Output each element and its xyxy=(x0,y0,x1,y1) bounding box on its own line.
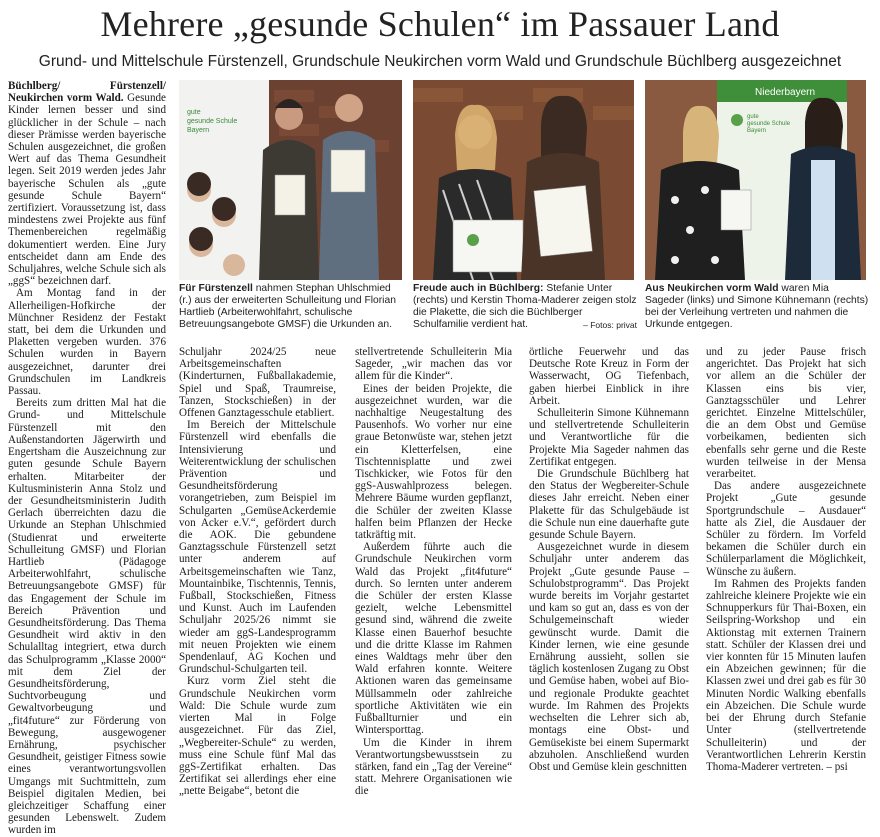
text-column-1 xyxy=(8,80,166,837)
caption-text: waren Mia Sageder (links) und Simone Kühnemann (rechts) bei der Verleihung vertreten und nahmen die Urkunde entgegen. xyxy=(645,283,869,330)
paragraph: Eines der beiden Projekte, die ausgezeichnet wurden, war die nachhaltige Neugestaltung des Pausenhofs. Wo vorher nur eine graue Betonwüste war, stehen jetzt ein Kletterfelsen, eine Tischtennisplatte und zwei Tischkicker, wie Fotos für den ggS-Auswahlprozess belegen. Mehrere Bäume wurden gepflanzt, die Schüler der zweiten Klasse halfen beim Pflanzen der Hecke tatkräftig mit. xyxy=(355,382,512,542)
paragraph: örtliche Feuerwehr und das Deutsche Rote Kreuz in Form der Wasserwacht, OG Tiefenbach, gaben hierbei Einblick in ihre Arbeit. xyxy=(529,346,689,407)
photo-credit: – Fotos: privat xyxy=(583,320,637,330)
caption-lead: Für Fürstenzell xyxy=(179,283,253,294)
photo-caption-3 xyxy=(645,283,869,331)
svg-text:Bayern: Bayern xyxy=(747,128,767,134)
paragraph xyxy=(8,80,166,287)
photo-caption-2 xyxy=(413,283,637,331)
photo-fuerstenzell xyxy=(179,80,402,280)
dateline: Büchlberg/ Fürstenzell/ Neukirchen vorm Wald. xyxy=(8,80,166,105)
paragraph: Außerdem führte auch die Grundschule Neukirchen vorm Wald das Projekt „fit4future“ durch. So lernten unter anderem die Schüler der ersten Klasse gezielt, welche Lebensmittel gesund sind, während die zweite Klasse einen Bauerhof besuchte und die dritte Klasse im Rahmen eines Waldtags mehr über den Wald erfahren konnte. Weitere Aktionen waren das gemeinsame Müllsammeln oder zahlreiche sportliche Aktivitäten wie ein Fußballturnier und ein Wintersporttag. xyxy=(355,541,512,737)
paragraph: Schulleiterin Simone Kühnemann und stellvertretende Schulleiterin und Verantwortliche für die Projekte Mia Sageder nahmen das Zertifikat entgegen. xyxy=(529,407,689,468)
text-column-2 xyxy=(179,346,336,802)
text-column-3 xyxy=(355,346,512,802)
caption-lead: Freude auch in Büchlberg: xyxy=(413,283,544,294)
paragraph: Kurz vorm Ziel steht die Grundschule Neukirchen vorm Wald: Die Schule wurde zum vierten Mal in Folge ausgezeichnet. Für das Ziel, „Wegbereiter-Schule“ zu werden, muss eine Schule fünf Mal das ggS-Zertifikat erhalten. Das Zertifikat sei allerdings eher eine „nette Beigabe“, betont die xyxy=(179,675,336,798)
text-column-4 xyxy=(529,346,689,802)
caption-lead: Aus Neukirchen vorm Wald xyxy=(645,283,779,294)
paragraph: Im Rahmen des Projekts fanden zahlreiche kleinere Projekte wie ein Schnupperkurs für Thai-Boxen, ein Seilspring-Workshop und ein Aktionstag mit externen Trainern statt. Schüler der Klassen drei und vier konnten für 15 Minuten laufen ein Abzeichen gewinnen; für die Klassen zwei und drei gab es für 30 Minuten Nordic Walking ebenfalls ein Abzeichen. Die Schule wurde bei der Ehrung durch Stefanie Unter (stellvertretende Schulleiterin) und der Verantwortlichen Lehrerin Kerstin Thoma-Maderer vertreten. – psi xyxy=(706,577,866,773)
paragraph: Die Grundschule Büchlberg hat den Status der Wegbereiter-Schule dieses Jahr erreicht. Neben einer Plakette für das Schulgebäude ist die Schule nun eine dauerhafte gute gesunde Schule Bayern. xyxy=(529,468,689,542)
paragraph: Im Bereich der Mittelschule Fürstenzell wird ebenfalls die Intensivierung und Weiterentwicklung der schulischen Prävention und Gesundheitsförderung vorangetrieben, zum Beispiel im Schulgarten „GemüseAckerdemie von Acker e.V.“, gefördert durch die AOK. Die gebundene Ganztagsschule Fürstenzell setzt unter anderem auf Arbeitsgemeinschaften wie Tanz, Mountainbike, Tischtennis, Tennis, Fußball, Stockschießen, Fitness und Kunst. Auch im Laufenden Schuljahr 2025/26 nimmt sie wieder am ggS-Landesprogramm mit neuen Projekten wie einem Spendenlauf, AG Kochen und Grundschul-Schulgarten teil. xyxy=(179,419,336,676)
paragraph: Das andere ausgezeichnete Projekt „Gute gesunde Sportgrundschule – Ausdauer“ hatte als Ziel, die Ausdauer der Schüler zu fördern. Im Vorfeld bekamen die Schüler durch ein Schülerparlament die Möglichkeit, Wünsche zu äußern. xyxy=(706,480,866,578)
article-headline: Mehrere „gesunde Schulen“ im Passauer Land xyxy=(100,4,780,44)
paragraph: stellvertretende Schulleiterin Mia Sageder, „wir machen das vor allem für die Kinder“. xyxy=(355,346,512,383)
caption-text: Stefanie Unter (rechts) und Kerstin Thoma-Maderer zeigen stolz die Plakette, die sich die Büchlberger Schulfamilie verdient hat. xyxy=(413,283,637,330)
svg-text:gesunde Schule: gesunde Schule xyxy=(747,121,791,127)
paragraph-text: Gesunde Kinder lernen besser und sind glücklicher in der Schule – nach dieser Prämisse werden bayerische Schulen ausgezeichnet, die großen Wert auf das Thema Gesundheit legen. Seit 2019 werden jedes Jahr bayerische Schulen als „gute gesunde Schule Bayern“ zertifiziert. Voraussetzung ist, dass mindestens zwei Projekte aus fünf Themenbereichen regelmäßig dokumentiert werden. Eine Jury entscheidet dann am Ende des Schuljahres, welche Schule sich als „ggS“ bezeichnen darf. xyxy=(8,92,166,288)
svg-text:Niederbayern: Niederbayern xyxy=(755,87,816,98)
paragraph: Bereits zum dritten Mal hat die Grund- und Mittelschule Fürstenzell mit den Außenstandorten Jägerwirth und Engertsham die Auszeichnung zur guten gesunde Schule Bayern erhalten. Mitarbeiter der Kultusministerin Anna Stolz und der Gesundheitsministerin Judith Gerlach überreichten dazu die Urkunde an Stephan Uhlschmied (Studienrat und erweiterte Schulleitung GMSF) und Florian Hartlieb (Pädagoge Arbeiterwohlfahrt, schulische Betreuungsangebote GMSF) für das Engagement der Schule im Bereich Prävention und Gesundheitsförderung. Das Thema Gesundheit wird aktiv in den Schulalltag integriert, etwa durch das Schulprogramm „Klasse 2000“ mit dem Ziel der Gesundheitsförderung, Suchtvorbeugung und Gewaltvorbeugung und „fit4future“ zur Förderung von Bewegung, ausgewogener Ernährung, psychischer Gesundheit, geistiger Fitness sowie eines verantwortungsvollen Umgangs mit Suchtmitteln, zum Beispiel digitalen Medien, bei gleichzeitiger Schaffung einer gesunden Lebenswelt. Zudem wurden im xyxy=(8,397,166,837)
paragraph: Ausgezeichnet wurde in diesem Schuljahr unter anderem das Projekt „Gute gesunde Pause – Schulobstprogramm“. Das Projekt wurde bereits im Vorjahr gestartet und kam so gut an, dass es von der Schulgemeinschaft wieder gewünscht wurde. Damit die Kinder lernen, wie eine gesunde Ernährung aussieht, sollen sie täglich kostenlosen Zugang zu Obst und Gemüse haben, wobei auf Bio- und regionale Produkte geachtet wurde. Im Rahmen des Projekts wechselten die Lehrer sich ab, montags eine Obst- und Gemüsekiste bei einem Supermarkt abzuholen. Anschließend wurden Obst und Gemüse klein geschnitten xyxy=(529,541,689,773)
paragraph: Um die Kinder in ihrem Verantwortungsbewusstsein zu stärken, fand ein „Tag der Vereine“ statt. Mehrere Organisationen wie die xyxy=(355,736,512,798)
photo-caption-1 xyxy=(179,283,405,331)
photo-buechlberg xyxy=(413,80,634,280)
photo-neukirchen xyxy=(645,80,866,280)
svg-text:Bayern: Bayern xyxy=(187,127,210,134)
svg-text:gute: gute xyxy=(187,109,201,116)
svg-text:gute: gute xyxy=(747,114,759,120)
caption-text: nahmen Stephan Uhlschmied (r.) aus der erweiterten Schulleitung und Florian Hartlieb (Arbeiterwohlfahrt, schulische Betreuungsangebote GMSF) die Urkunden an. xyxy=(179,283,396,330)
paragraph: und zu jeder Pause frisch angerichtet. Das Projekt hat sich vor allem an die Schüler der Klassen eins bis vier, Ganztagsschüler und Lehrer gerichtet. Einzelne Mittelschüler, die an dem Obst und Gemüse vorbeikamen, bedienten sich ebenfalls sehr gerne und die Reste wurden teilweise in der Mensa verarbeitet. xyxy=(706,346,866,481)
paragraph: Schuljahr 2024/25 neue Arbeitsgemeinschaften (Kinderturnen, Fußballakademie, Spiel und Spaß, Traumreise, Tanzen, Stockschießen) in der Offenen Ganztagesschule etabliert. xyxy=(179,346,336,420)
paragraph: Am Montag fand in der Allerheiligen-Hofkirche der Münchner Residenz der Festakt statt, bei dem die Urkunden und Plaketten vergeben wurden. 376 Schulen wurden in Bayern ausgezeichnet, darunter drei Grundschulen im Landkreis Passau. xyxy=(8,287,166,398)
text-column-5 xyxy=(706,346,866,802)
svg-text:gesunde Schule: gesunde Schule xyxy=(187,118,238,125)
article-subheadline: Grund- und Mittelschule Fürstenzell, Grundschule Neukirchen vorm Wald und Grundschule Büchlberg ausgezeichnet xyxy=(38,53,842,70)
